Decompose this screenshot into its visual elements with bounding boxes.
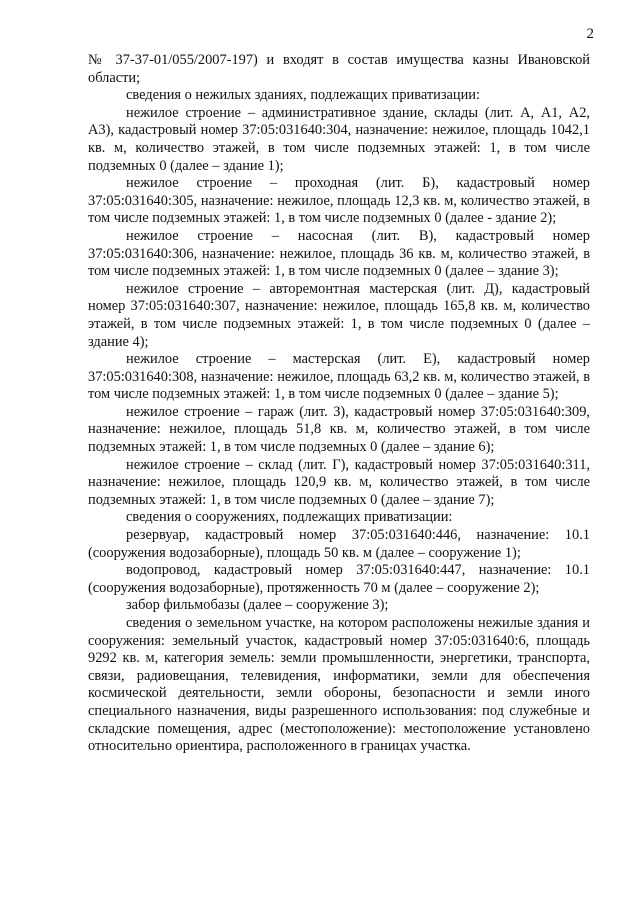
- paragraph-building-7: нежилое строение – склад (лит. Г), кадастровый номер 37:05:031640:311, назначение: нежилое, площадь 120,9 кв. м, количество этажей, в том числе подземных этажей: 1, в том числе подземных 0 (далее – здание 7);: [88, 456, 590, 508]
- paragraph-building-6: нежилое строение – гараж (лит. З), кадастровый номер 37:05:031640:309, назначение: нежилое, площадь 51,8 кв. м, количество этажей, в том числе подземных этажей: 1, в том числе подземных 0 (далее – здание 6);: [88, 403, 590, 456]
- paragraph-structures-heading: сведения о сооружениях, подлежащих приватизации:: [126, 509, 453, 526]
- paragraph-structure-3: забор фильмобазы (далее – сооружение 3);: [126, 597, 389, 614]
- paragraph-building-3: нежилое строение – насосная (лит. В), кадастровый номер 37:05:031640:306, назначение: нежилое, площадь 36 кв. м, количество этажей, в том числе подземных этажей: 1, в том числе подземных 0 (далее – здание 3);: [88, 227, 590, 280]
- page-number: 2: [586, 26, 594, 42]
- document-body: [88, 52, 590, 756]
- paragraph-structure-1: резервуар, кадастровый номер 37:05:031640:446, назначение: 10.1 (сооружения водозаборные), площадь 50 кв. м (далее – сооружение 1);: [88, 527, 590, 561]
- paragraph-continuation: № 37-37-01/055/2007-197) и входят в состав имущества казны Ивановской области;: [88, 52, 590, 86]
- paragraph-structure-2: водопровод, кадастровый номер 37:05:031640:447, назначение: 10.1 (сооружения водозаборные), протяженность 70 м (далее – сооружение 2);: [88, 562, 590, 596]
- paragraph-building-2: нежилое строение – проходная (лит. Б), кадастровый номер 37:05:031640:305, назначение: нежилое, площадь 12,3 кв. м, количество этажей, в том числе подземных этажей: 1, в том числе подземных 0 (далее - здание 2);: [88, 175, 590, 227]
- paragraph-land-plot: сведения о земельном участке, на котором расположены нежилые здания и сооружения: земельный участок, кадастровый номер 37:05:031640:6, площадь 9292 кв. м, категория земель: земли промышленности, энергетики, транспорта, связи, радиовещания, телевидения, информатики, земли для обеспечения космической деятельности, земли обороны, безопасности и земли иного специального назначения, виды разрешенного использования: под служебные и складские помещения, адрес (местоположение): местоположение установлено относительно ориентира, расположенного в границах участка.: [88, 615, 590, 755]
- paragraph-buildings-heading: сведения о нежилых зданиях, подлежащих приватизации:: [126, 87, 480, 104]
- paragraph-building-4: нежилое строение – авторемонтная мастерская (лит. Д), кадастровый номер 37:05:031640:307, назначение: нежилое, площадь 165,8 кв. м, количество этажей, в том числе подземных этажей: 1, в том числе подземных 0 (далее – здание 4);: [88, 280, 590, 350]
- paragraph-building-5: нежилое строение – мастерская (лит. Е), кадастровый номер 37:05:031640:308, назначение: нежилое, площадь 63,2 кв. м, количество этажей, в том числе подземных этажей: 1, в том числе подземных 0 (далее – здание 5);: [88, 351, 590, 403]
- paragraph-building-1: нежилое строение – административное здание, склады (лит. А, А1, А2, А3), кадастровый номер 37:05:031640:304, назначение: нежилое, площадь 1042,1 кв. м, количество этажей, в том числе подземных этажей: 1, в том числе подземных 0 (далее – здание 1);: [88, 104, 590, 174]
